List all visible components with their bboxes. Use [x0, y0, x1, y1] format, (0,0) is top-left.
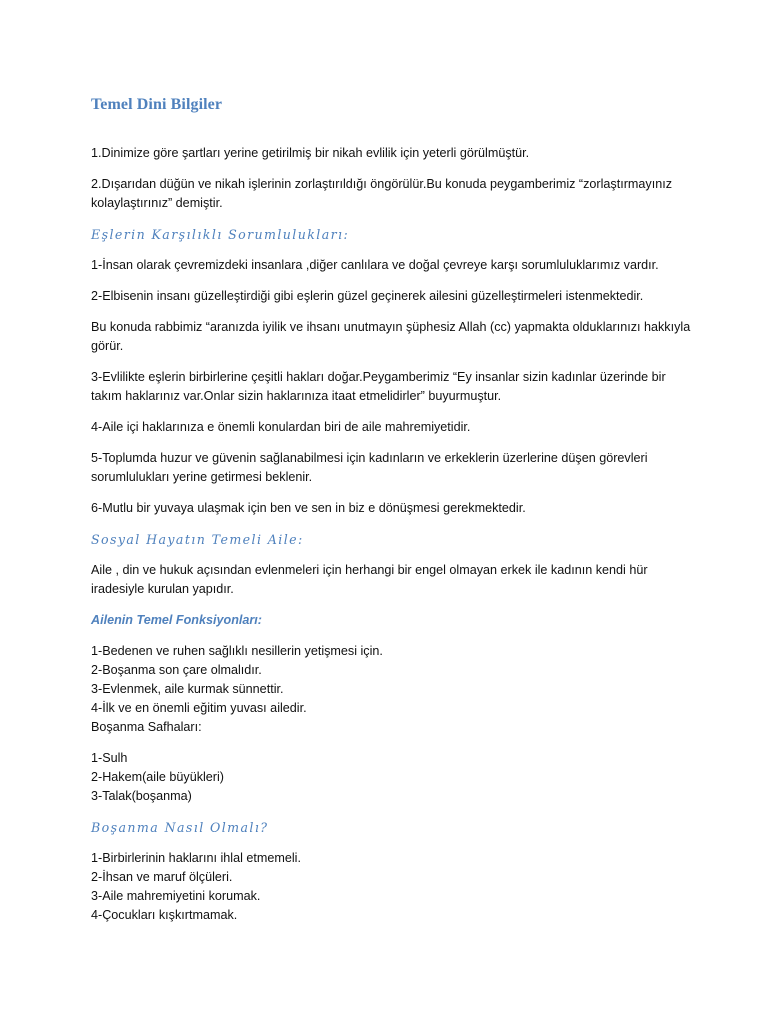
- list-item: 1-Sulh: [91, 751, 128, 765]
- list-item: 4-Çocukları kışkırtmamak.: [91, 908, 238, 922]
- responsibility-paragraph-5: 4-Aile içi haklarınıza e önemli konulardan biri de aile mahremiyetidir.: [91, 420, 471, 434]
- section-heading-responsibilities: Eşlerin Karşılıklı Sorumlulukları:: [91, 227, 350, 242]
- divorce-stages-list: [91, 749, 691, 806]
- responsibility-paragraph-1: 1-İnsan olarak çevremizdeki insanlara ,diğer canlılara ve doğal çevreye karşı sorumluluklarımız vardır.: [91, 258, 659, 272]
- section-heading-functions: Ailenin Temel Fonksiyonları:: [91, 613, 262, 627]
- list-item: 3-Aile mahremiyetini korumak.: [91, 889, 261, 903]
- list-item: 2-Boşanma son çare olmalıdır.: [91, 663, 262, 677]
- document-page: [91, 96, 691, 937]
- responsibility-paragraph-7: 6-Mutlu bir yuvaya ulaşmak için ben ve sen in biz e dönüşmesi gerekmektedir.: [91, 501, 526, 515]
- family-paragraph: Aile , din ve hukuk açısından evlenmeleri için herhangi bir engel olmayan erkek ile kadının kendi hür iradesiyle kurulan yapıdır.: [91, 563, 648, 596]
- intro-paragraph-1: 1.Dinimize göre şartları yerine getirilmiş bir nikah evlilik için yeterli görülmüştür.: [91, 146, 530, 160]
- list-item: 3-Talak(boşanma): [91, 789, 192, 803]
- section-heading-family: Sosyal Hayatın Temeli Aile:: [91, 532, 304, 547]
- list-item: 1-Birbirlerinin haklarını ihlal etmemeli.: [91, 851, 301, 865]
- functions-list: [91, 642, 691, 737]
- list-item: 2-İhsan ve maruf ölçüleri.: [91, 870, 233, 884]
- list-item: Boşanma Safhaları:: [91, 720, 202, 734]
- document-title: Temel Dini Bilgiler: [91, 96, 223, 113]
- responsibility-paragraph-4: 3-Evlilikte eşlerin birbirlerine çeşitli hakları doğar.Peygamberimiz “Ey insanlar sizin kadınlar üzerinde bir takım haklarınız var.Onlar sizin haklarınıza itaat etmelidirler” buyurmuştur.: [91, 370, 666, 403]
- divorce-rules-list: [91, 849, 691, 925]
- list-item: 2-Hakem(aile büyükleri): [91, 770, 224, 784]
- intro-paragraph-2: 2.Dışarıdan düğün ve nikah işlerinin zorlaştırıldığı öngörülür.Bu konuda peygamberimiz “zorlaştırmayınız kolaylaştırınız” demiştir.: [91, 177, 672, 210]
- responsibility-paragraph-3: Bu konuda rabbimiz “aranızda iyilik ve ihsanı unutmayın şüphesiz Allah (cc) yapmakta olduklarınızı hakkıyla görür.: [91, 320, 691, 353]
- list-item: 1-Bedenen ve ruhen sağlıklı nesillerin yetişmesi için.: [91, 644, 383, 658]
- list-item: 3-Evlenmek, aile kurmak sünnettir.: [91, 682, 284, 696]
- list-item: 4-İlk ve en önemli eğitim yuvası ailedir.: [91, 701, 307, 715]
- responsibility-paragraph-6: 5-Toplumda huzur ve güvenin sağlanabilmesi için kadınların ve erkeklerin üzerlerine düşen görevleri sorumlulukları yerine getirmesi beklenir.: [91, 451, 648, 484]
- responsibility-paragraph-2: 2-Elbisenin insanı güzelleştirdiği gibi eşlerin güzel geçinerek ailesini güzelleştirmeleri istenmektedir.: [91, 289, 644, 303]
- section-heading-divorce: Boşanma Nasıl Olmalı?: [91, 820, 269, 835]
